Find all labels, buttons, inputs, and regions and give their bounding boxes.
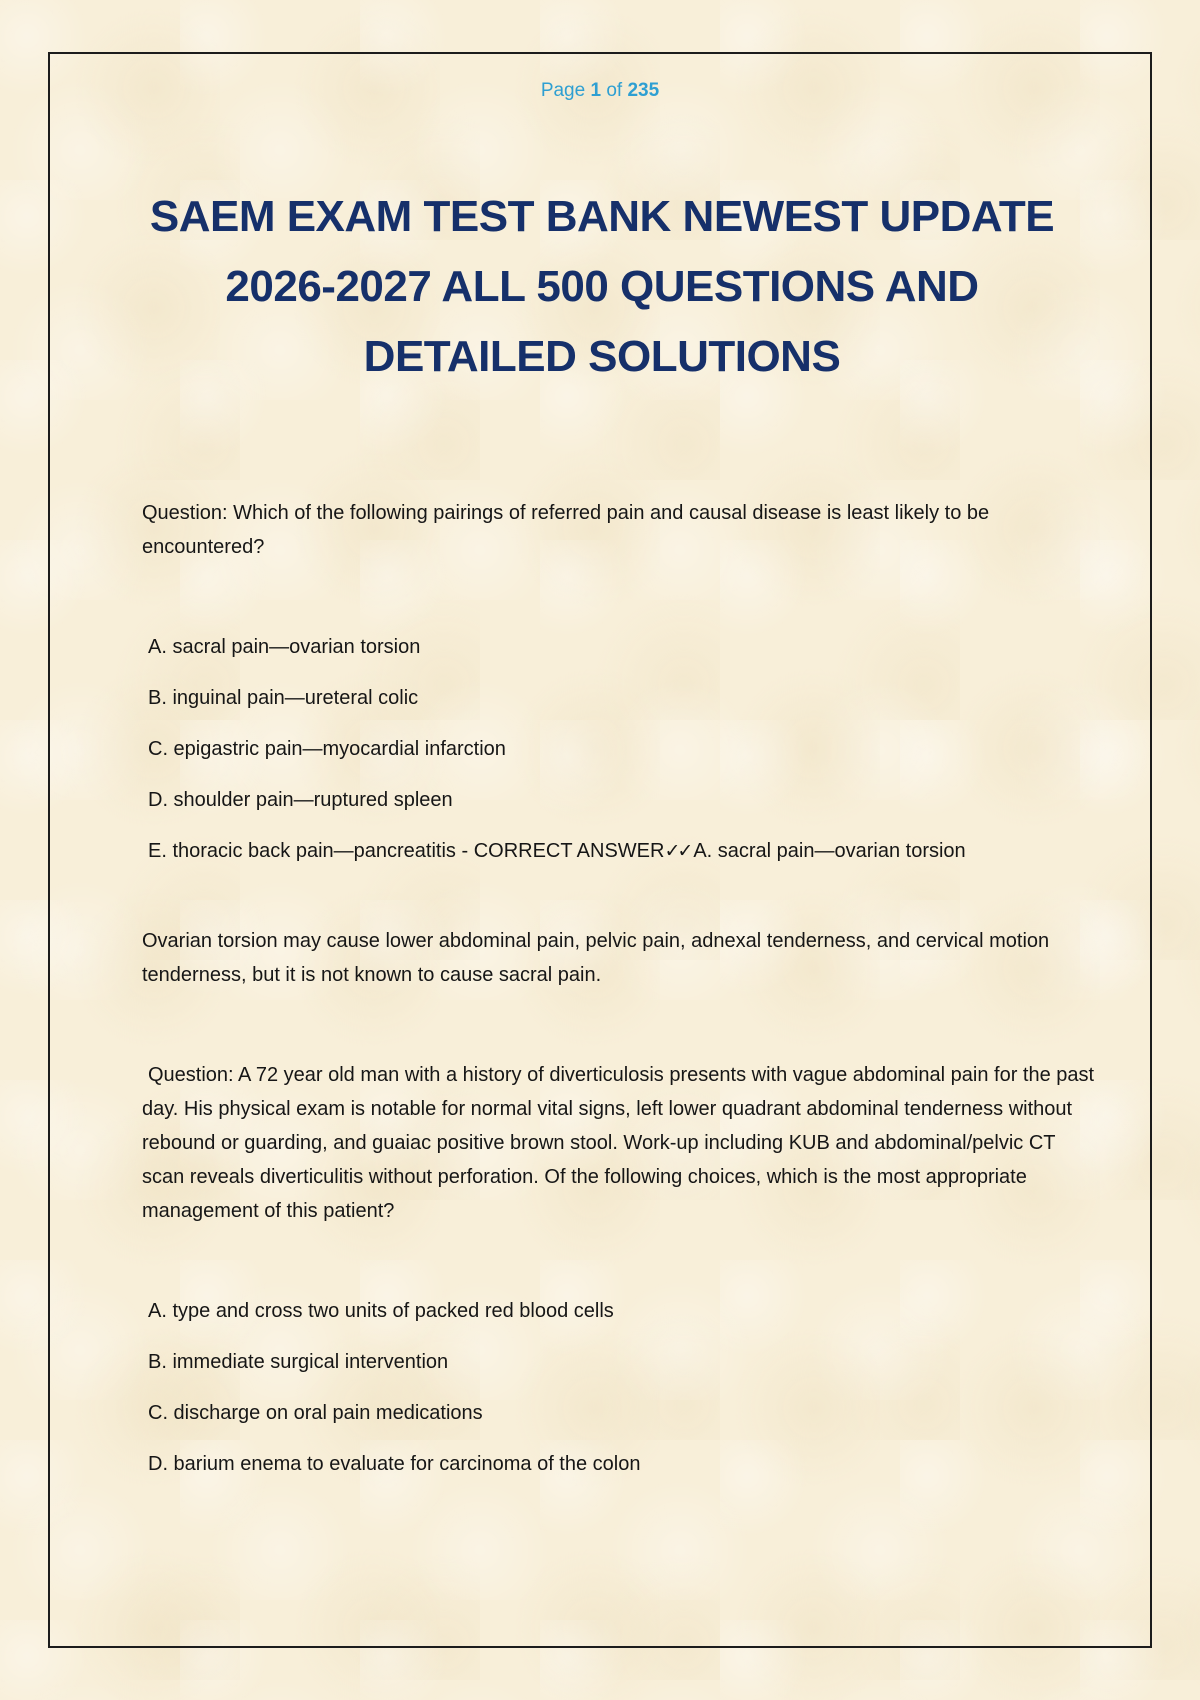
question-2-option-c: C. discharge on oral pain medications [148,1402,483,1424]
question-1-text: Question: Which of the following pairings of referred pain and causal disease is least likely to be encountered? [142,502,990,558]
question-2-text: Question: A 72 year old man with a history of diverticulosis presents with vague abdominal pain for the past day. His physical exam is notable for normal vital signs, left lower quadrant abdominal tenderness without rebound or guarding, and guaiac positive brown stool. Work-up including KUB and abdominal/pelvic CT scan reveals diverticulitis without perforation. Of the following choices, which is the most appropriate management of this patient? [142,1064,1095,1222]
page-total: 235 [627,80,660,101]
correct-answer: A. sacral pain—ovarian torsion [693,840,966,862]
page-current: 1 [590,80,602,101]
question-1-option-e [148,834,1102,868]
document-body [142,496,1102,1498]
question-1-option-a: A. sacral pain—ovarian torsion [148,636,421,658]
question-1-explanation: Ovarian torsion may cause lower abdominal pain, pelvic pain, adnexal tenderness, and cervical motion tenderness, but it is not known to cause sacral pain. [142,930,1050,986]
option-e-text: E. thoracic back pain—pancreatitis - CORRECT ANSWER [148,840,665,862]
check-mark-icon: ✓✓ [664,840,691,862]
question-1-option-d: D. shoulder pain—ruptured spleen [148,789,453,811]
question-1-options [148,630,1102,868]
page-number [50,80,1150,102]
page-label: Page [540,80,586,101]
question-1-option-b: B. inguinal pain—ureteral colic [148,687,419,709]
question-2-option-a: A. type and cross two units of packed red blood cells [148,1300,614,1322]
question-2-option-b: B. immediate surgical intervention [148,1351,449,1373]
question-1-option-c: C. epigastric pain—myocardial infarction [148,738,506,760]
page-frame [48,52,1152,1648]
question-2-options [148,1294,1102,1481]
question-2-option-d: D. barium enema to evaluate for carcinoma of the colon [148,1453,641,1475]
document-title: SAEM EXAM TEST BANK NEWEST UPDATE 2026-2027 ALL 500 QUESTIONS AND DETAILED SOLUTIONS [149,192,1055,381]
page-of: of [606,80,623,101]
